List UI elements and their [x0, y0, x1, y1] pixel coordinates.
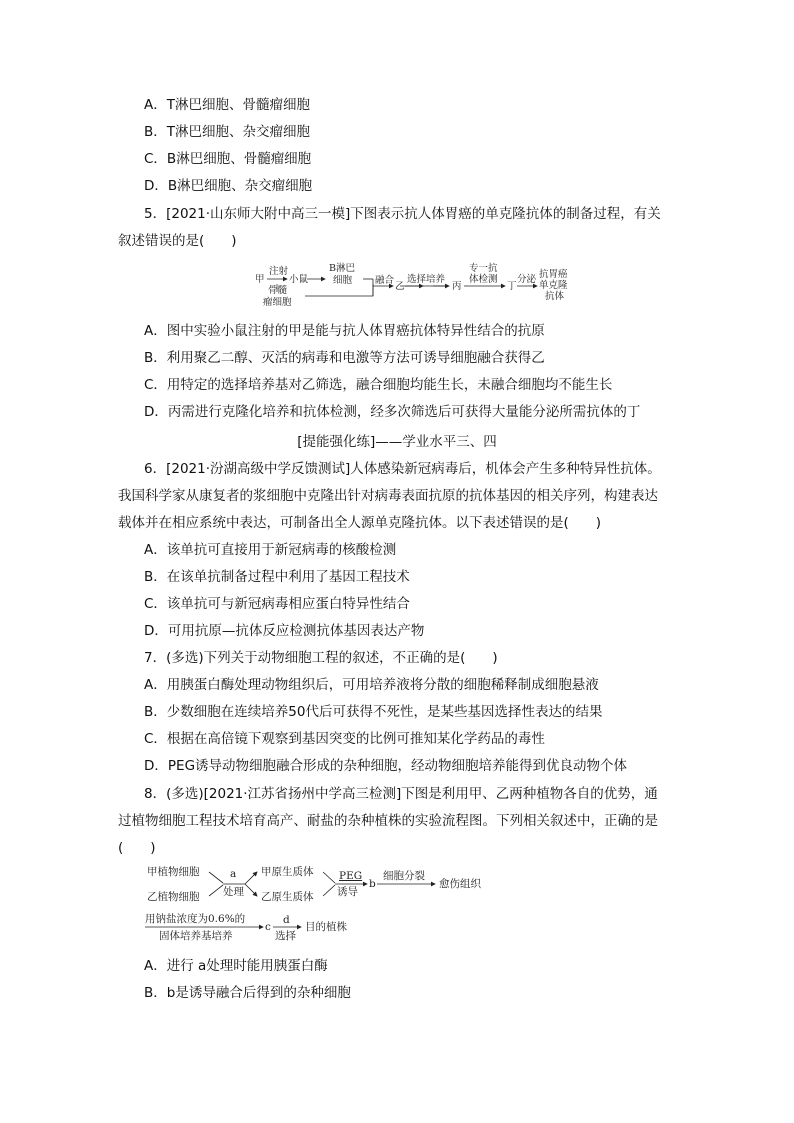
q5-node-b-line1: B淋巴	[329, 263, 355, 274]
q5-diagram	[255, 262, 625, 310]
q5-label-detect-line2: 体检测	[469, 274, 498, 285]
q6-option-c: C．该单抗可与新冠病毒相应蛋白特异性结合	[144, 596, 410, 612]
q5-label-fuse: 融合	[375, 275, 395, 286]
q5-node-ding: 丁	[507, 281, 517, 292]
q5-stem-line2: 叙述错误的是( )	[118, 233, 237, 249]
q4-option-c: C．B淋巴细胞、骨髓瘤细胞	[144, 151, 312, 167]
q6-stem-line3: 载体并在相应系统中表达，可制备出全人源单克隆抗体。以下表述错误的是( )	[118, 515, 602, 531]
q8-node-callus: 愈伤组织	[439, 878, 481, 890]
section-heading: [提能强化练]——学业水平三、四	[297, 434, 497, 450]
q5-option-c: C．用特定的选择培养基对乙筛选，融合细胞均能生长，未融合细胞均不能生长	[144, 377, 613, 393]
q8-label-choose: 选择	[275, 930, 296, 942]
q4-option-b: B．T淋巴细胞、杂交瘤细胞	[144, 124, 311, 140]
q5-node-product-line3: 抗体	[545, 291, 565, 302]
q8-node-b: b	[369, 878, 376, 890]
q5-option-d: D．丙需进行克隆化培养和抗体检测，经多次筛选后可获得大量能分泌所需抗体的丁	[144, 404, 641, 420]
q8-label-a: a	[230, 868, 237, 880]
q5-label-detect-line1: 专一抗	[469, 263, 498, 274]
q8-node-cell-a: 甲植物细胞	[147, 866, 200, 878]
q8-node-proto-b: 乙原生质体	[261, 891, 314, 903]
q6-option-a: A．该单抗可直接用于新冠病毒的核酸检测	[144, 542, 397, 558]
q8-node-proto-a: 甲原生质体	[261, 866, 314, 878]
q6-stem-line1: 6．[2021·汾湖高级中学反馈测试]人体感染新冠病毒后，机体会产生多种特异性抗体。	[144, 461, 661, 477]
q8-option-a: A．进行 a处理时能用胰蛋白酶	[144, 958, 328, 974]
q8-label-induce: 诱导	[337, 886, 358, 898]
q5-option-b: B．利用聚乙二醇、灭活的病毒和电激等方法可诱导细胞融合获得乙	[144, 350, 545, 366]
q5-node-myeloma: 瘤细胞	[263, 297, 292, 308]
q7-option-c: C．根据在高倍镜下观察到基因突变的比例可推知某化学药品的毒性	[144, 731, 545, 747]
q6-stem-line2: 我国科学家从康复者的浆细胞中克隆出针对病毒表面抗原的抗体基因的相关序列，构建表达	[118, 488, 658, 504]
q8-label-peg: PEG	[339, 870, 363, 882]
q8-diagram	[145, 862, 505, 944]
q8-option-b: B．b是诱导融合后得到的杂种细胞	[144, 985, 351, 1001]
q7-option-d: D．PEG诱导动物细胞融合形成的杂种细胞，经动物细胞培养能得到优良动物个体	[144, 758, 628, 774]
q8-label-process: 处理	[223, 886, 244, 898]
q5-node-bing: 丙	[452, 281, 462, 292]
q8-label-d: d	[283, 914, 290, 926]
q5-node-product-line1: 抗胃癌	[539, 269, 568, 280]
q5-label-inject: 注射	[269, 266, 289, 277]
q4-option-d: D．B淋巴细胞、杂交瘤细胞	[144, 178, 313, 194]
q5-node-yi: 乙	[395, 281, 405, 292]
q8-node-target: 目的植株	[305, 921, 347, 933]
q8-label-division: 细胞分裂	[383, 870, 425, 882]
q8-stem-line3: ( )	[118, 840, 156, 856]
q5-stem-line1: 5．[2021·山东师大附中高三一模]下图表示抗人体胃癌的单克隆抗体的制备过程，有关	[144, 206, 661, 222]
q5-node-product-line2: 单克隆	[539, 280, 568, 291]
q5-node-marrow: 骨髓	[268, 285, 288, 296]
q7-stem: 7．(多选)下列关于动物细胞工程的叙述，不正确的是( )	[144, 650, 498, 666]
q5-label-select: 选择培养	[407, 274, 446, 285]
q5-node-jia: 甲	[255, 274, 265, 285]
q5-node-mouse: 小鼠	[289, 274, 309, 285]
q7-option-a: A．用胰蛋白酶处理动物组织后，可用培养液将分散的细胞稀释制成细胞悬液	[144, 677, 599, 693]
q6-option-d: D．可用抗原—抗体反应检测抗体基因表达产物	[144, 623, 425, 639]
q6-option-b: B．在该单抗制备过程中利用了基因工程技术	[144, 569, 410, 585]
q4-option-a: A．T淋巴细胞、骨髓瘤细胞	[144, 97, 310, 113]
q5-node-b-line2: 细胞	[333, 275, 353, 286]
q8-stem-line2: 过植物细胞工程技术培育高产、耐盐的杂种植株的实验流程图。下列相关叙述中，正确的是	[118, 813, 658, 829]
q8-node-cell-b: 乙植物细胞	[147, 891, 200, 903]
q5-option-a: A．图中实验小鼠注射的甲是能与抗人体胃癌抗体特异性结合的抗原	[144, 323, 545, 339]
q5-label-secrete: 分泌	[517, 274, 537, 285]
q5-diagram-arrows	[255, 262, 625, 310]
q8-node-c: c	[265, 921, 271, 933]
q8-label-medium-line1: 用钠盐浓度为0.6%的	[145, 913, 246, 925]
q7-option-b: B．少数细胞在连续培养50代后可获得不死性，是某些基因选择性表达的结果	[144, 704, 603, 720]
q8-label-medium-line2: 固体培养基培养	[159, 930, 233, 942]
q8-stem-line1: 8．(多选)[2021·江苏省扬州中学高三检测]下图是利用甲、乙两种植物各自的优势，通	[144, 786, 658, 802]
